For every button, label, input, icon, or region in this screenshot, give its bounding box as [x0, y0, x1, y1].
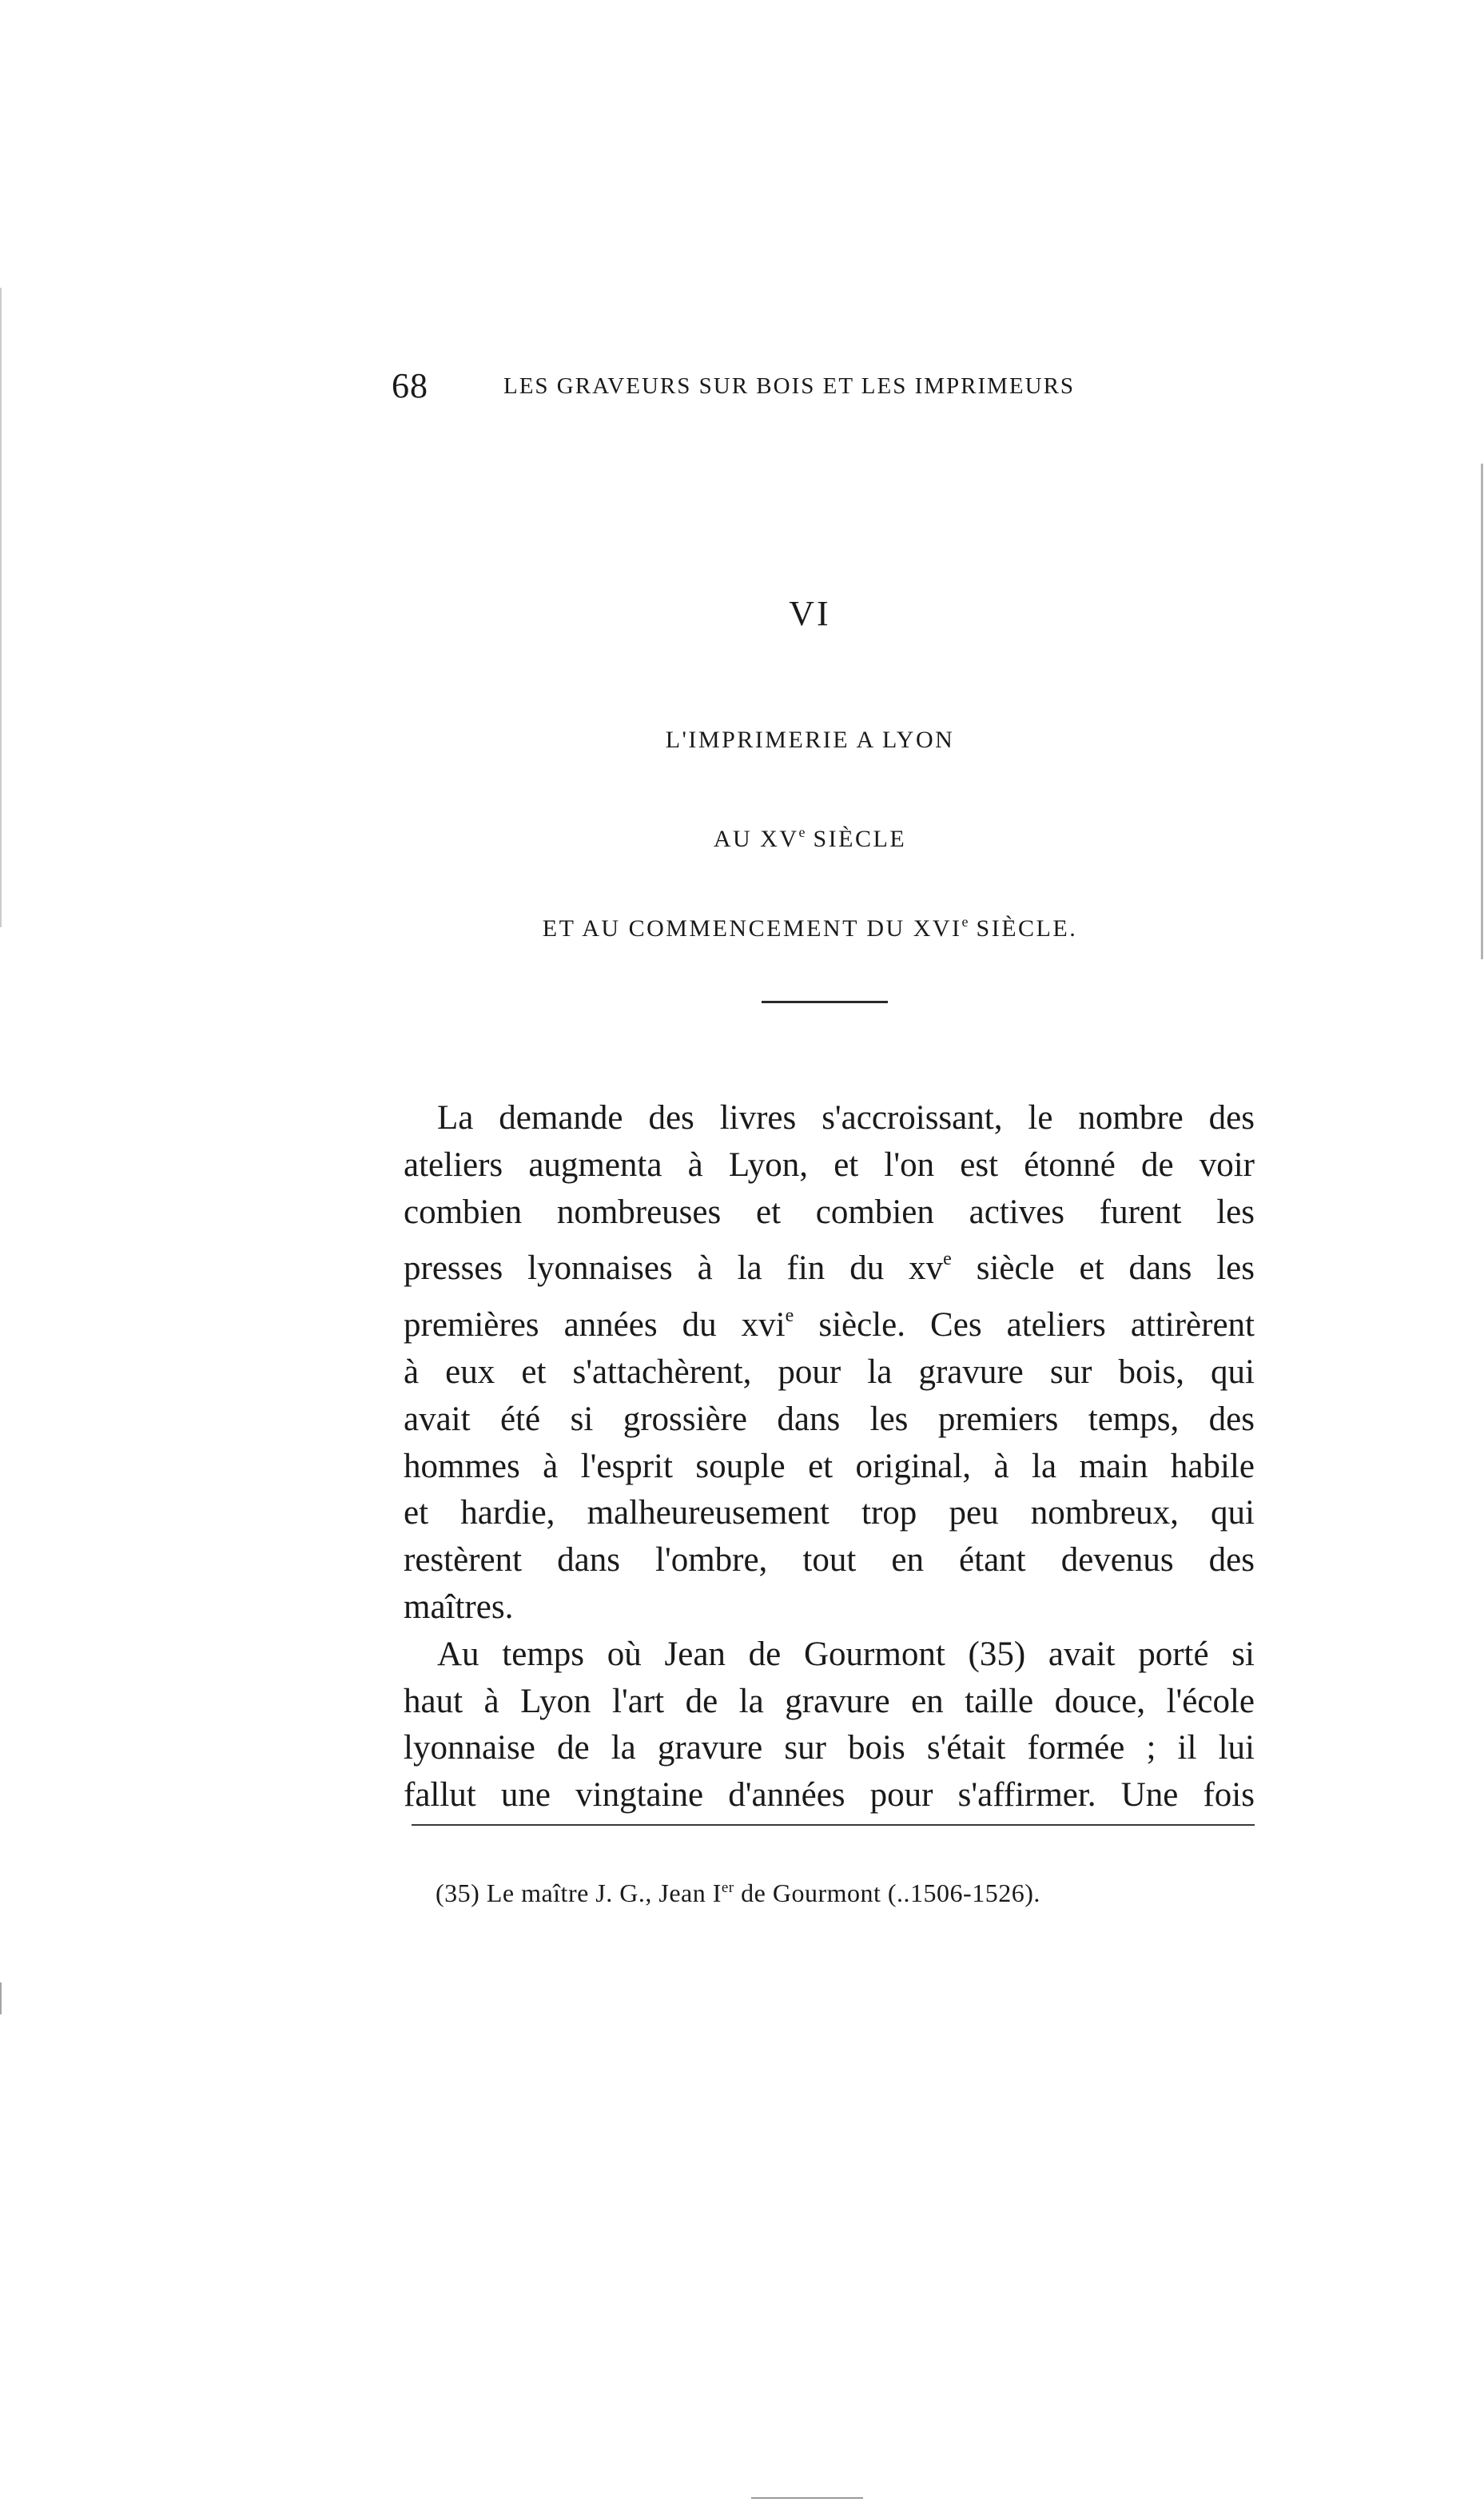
- body-line-pre: presses lyonnaises à la fin du xv: [404, 1249, 944, 1288]
- paragraph-2: [404, 1631, 1255, 1819]
- page-bottom-rule: [751, 2497, 863, 2499]
- chapter-title-line-2: [0, 815, 1484, 856]
- chapter-number: VI: [789, 594, 831, 633]
- body-line: restèrent dans l'ombre, tout en étant devenus des: [404, 1541, 1255, 1580]
- chapter-title-text-3-pre: ET AU COMMENCEMENT DU XVI: [542, 915, 962, 942]
- footnote: [436, 1871, 1259, 1910]
- chapter-title-line-1: [0, 723, 1484, 757]
- body-line: maîtres.: [404, 1588, 514, 1626]
- scan-edge-left-lower: [0, 1982, 2, 2014]
- chapter-title-text-2-sup: e: [798, 824, 806, 840]
- body-line: avait été si grossière dans les premiers temps, des: [404, 1400, 1255, 1438]
- footnote-post: de Gourmont (..1506-1526).: [734, 1878, 1040, 1907]
- body-line-sup: e: [785, 1305, 794, 1327]
- body-line-sup: e: [943, 1249, 952, 1270]
- body-line: et hardie, malheureusement trop peu nombreux, qui: [404, 1494, 1255, 1532]
- chapter-title-line-3: [0, 905, 1484, 946]
- running-head: [392, 364, 1271, 408]
- chapter-title-text-2-pre: AU XV: [713, 826, 799, 852]
- footnote-rule: [412, 1824, 1255, 1826]
- chapter-title-text-3-post: SIÈCLE.: [968, 915, 1078, 942]
- chapter-title-text-1: L'IMPRIMERIE A LYON: [665, 727, 955, 753]
- body-line-pre: premières années du xvi: [404, 1306, 786, 1345]
- body-line-post: siècle et dans les: [951, 1249, 1255, 1288]
- body-line: hommes à l'esprit souple et original, à la main habile: [404, 1447, 1255, 1485]
- body-line: [404, 1293, 1255, 1349]
- body-line: La demande des livres s'accroissant, le nombre des: [437, 1099, 1255, 1137]
- body-text: [404, 1095, 1255, 1819]
- body-line: lyonnaise de la gravure sur bois s'était formée ; il lui: [404, 1729, 1255, 1767]
- body-line: haut à Lyon l'art de la gravure en taille douce, l'école: [404, 1682, 1255, 1720]
- footnote-pre: (35) Le maître J. G., Jean I: [436, 1878, 722, 1907]
- body-line: ateliers augmenta à Lyon, et l'on est étonné de voir: [404, 1145, 1255, 1184]
- section-divider: [762, 1001, 888, 1003]
- body-line: [404, 1236, 1255, 1293]
- body-line: fallut une vingtaine d'années pour s'affirmer. Une fois: [404, 1776, 1255, 1815]
- body-line: combien nombreuses et combien actives furent les: [404, 1193, 1255, 1231]
- running-title: LES GRAVEURS SUR BOIS ET LES IMPRIMEURS: [503, 373, 1076, 399]
- chapter-title-text-3-sup: e: [961, 914, 969, 930]
- body-line-post: siècle. Ces ateliers attirèrent: [794, 1306, 1255, 1345]
- page-number: 68: [392, 366, 428, 405]
- chapter-title-text-2-post: SIÈCLE: [805, 826, 907, 852]
- body-line: Au temps où Jean de Gourmont (35) avait porté si: [437, 1635, 1255, 1673]
- body-line: à eux et s'attachèrent, pour la gravure sur bois, qui: [404, 1353, 1255, 1391]
- footnote-sup: er: [721, 1879, 734, 1896]
- scan-edge-right: [1481, 464, 1483, 959]
- paragraph-1: [404, 1095, 1255, 1631]
